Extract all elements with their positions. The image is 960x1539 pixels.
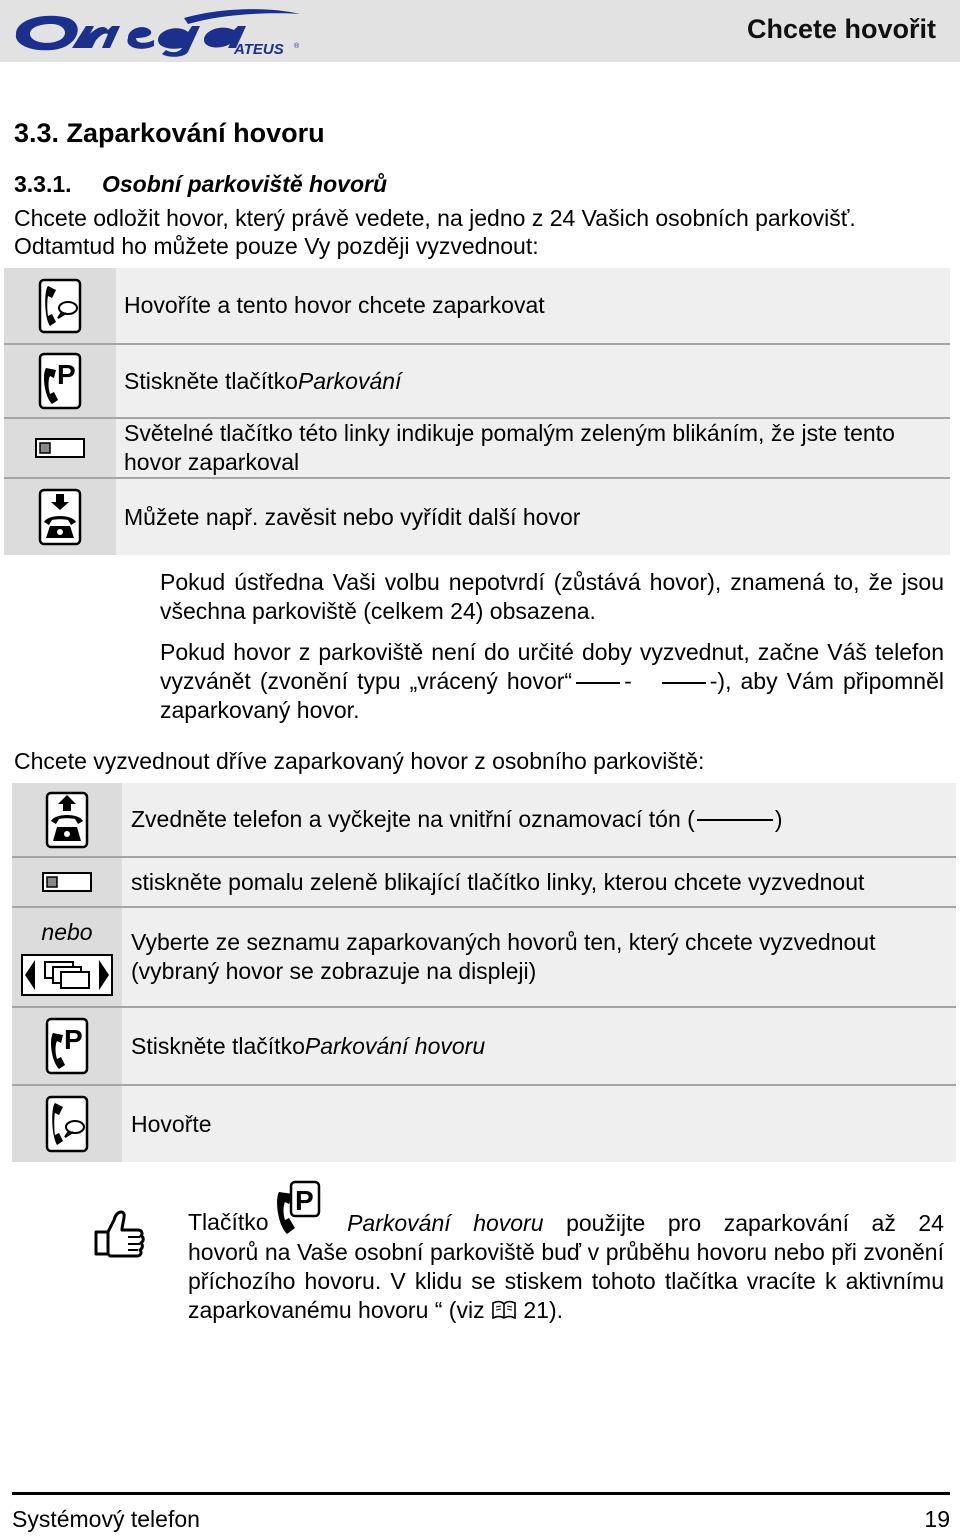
subsection-heading	[14, 171, 387, 198]
step-text-pre: Stiskněte tlačítko	[124, 367, 298, 394]
step-text: Hovořte	[122, 1086, 956, 1162]
svg-text:P: P	[57, 359, 76, 390]
tip-word-1: Tlačítko	[188, 1209, 269, 1235]
svg-text:ATEUS: ATEUS	[234, 41, 284, 58]
note-recall-a: Pokud hovor z parkoviště není do určité doby vyzvednut, začne Váš telefon vyzvánět (zvonění typu „vrácený hovor“	[160, 639, 944, 694]
step-row	[12, 1086, 956, 1162]
step-text-post: )	[774, 806, 783, 832]
step-icon-cell	[12, 1086, 122, 1162]
step-row	[4, 268, 950, 345]
step-text: Můžete např. zavěsit nebo vyřídit další hovor	[116, 479, 950, 555]
handset-talk-icon	[45, 1095, 89, 1153]
svg-text:®: ®	[294, 43, 300, 50]
park-key-name: Parkování	[297, 367, 402, 394]
tip-first-line	[188, 1180, 944, 1238]
intro-paragraph: Chcete odložit hovor, který právě vedete, na jedno z 24 Vašich osobních parkovišť. Odtamtud ho můžete pouze Vy později vyzvednout:	[14, 205, 856, 259]
park-key-icon	[38, 352, 82, 410]
step-row	[12, 1008, 956, 1086]
note-recall-c: -), aby Vám připomněl zaparkovaný hovor.	[160, 668, 945, 723]
svg-text:P: P	[64, 1024, 83, 1055]
tip-w5: zaparkování	[723, 1210, 849, 1236]
step-text	[116, 345, 950, 417]
footer-doc-title: Systémový telefon	[12, 1506, 200, 1532]
off-hook-icon	[45, 791, 89, 849]
step-icon-cell	[4, 479, 116, 555]
handset-talk-icon	[38, 278, 82, 334]
park-steps-table	[4, 268, 950, 555]
step-row	[4, 345, 950, 419]
step-text-pre: Stiskněte tlačítko	[131, 1032, 305, 1059]
park-call-key-name: Parkování hovoru	[304, 1032, 486, 1059]
step-text: Hovoříte a tento hovor chcete zaparkovat	[116, 268, 950, 343]
tip-w6: až	[871, 1210, 896, 1236]
svg-text:P: P	[294, 1185, 314, 1216]
step-text	[122, 1008, 956, 1084]
or-label: nebo	[41, 918, 93, 945]
step-icon-cell	[4, 419, 116, 477]
book-reference-icon	[491, 1300, 517, 1320]
tip-em: Parkování	[347, 1210, 451, 1236]
step-row	[4, 419, 950, 479]
footer-divider	[12, 1492, 950, 1495]
step-text: stiskněte pomalu zeleně blikající tlačítko linky, kterou chcete vyzvednout	[122, 858, 956, 906]
thumbs-up-hand-icon	[92, 1206, 146, 1264]
tip-rest-text: hovorů na Vaše osobní parkoviště buď v průběhu hovoru nebo při zvonění příchozího hovoru. V klidu se stiskem tohoto tlačítka vracíte k aktivnímu zaparkovanému hovoru “ (viz	[188, 1239, 944, 1323]
step-icon-cell	[4, 345, 116, 417]
step-row	[12, 908, 956, 1008]
header-title: Chcete hovořit	[746, 14, 936, 44]
line-key-led-icon	[42, 872, 92, 892]
step-icon-cell	[12, 783, 122, 856]
step-text: Vyberte ze seznamu zaparkovaných hovorů ten, který chcete vyzvednout (vybraný hovor se zobrazuje na displeji)	[122, 908, 956, 1006]
step-row	[4, 479, 950, 555]
retrieve-intro: Chcete vyzvednout dříve zaparkovaný hovor z osobního parkoviště:	[14, 748, 705, 774]
tip-w7: 24	[918, 1210, 944, 1236]
park-key-icon	[273, 1180, 321, 1238]
step-row	[12, 783, 956, 858]
tip-w3: použijte	[566, 1210, 646, 1236]
step-text	[122, 783, 956, 856]
note-recall-b: -	[624, 668, 632, 694]
section-heading: 3.3. Zaparkování hovoru	[14, 118, 325, 148]
page-header	[0, 0, 960, 62]
tip-word	[188, 1180, 325, 1238]
tip-rest	[188, 1238, 944, 1325]
subsection-title: Osobní parkoviště hovorů	[102, 171, 387, 197]
retrieve-steps-table	[12, 783, 956, 1162]
park-key-icon	[45, 1017, 89, 1075]
step-icon-cell	[12, 1008, 122, 1084]
subsection-number: 3.3.1.	[14, 171, 72, 197]
dial-tone-dash-icon	[697, 819, 773, 821]
tip-em2: hovoru	[473, 1210, 544, 1236]
ring-dash-icon	[662, 682, 706, 684]
step-icon-cell	[12, 858, 122, 906]
scroll-list-icon	[21, 954, 113, 996]
omega-ateus-logo	[8, 4, 308, 58]
page-number: 19	[924, 1506, 950, 1532]
hang-up-icon	[38, 488, 82, 546]
step-icon-cell	[4, 268, 116, 343]
step-icon-cell	[12, 908, 122, 1006]
tip-paragraph	[188, 1180, 944, 1325]
step-text: Světelné tlačítko této linky indikuje pomalým zeleným blikáním, že jste tento hovor zaparkoval	[116, 419, 950, 477]
ring-dash-icon	[576, 682, 620, 684]
line-key-led-icon	[35, 438, 85, 458]
step-row	[12, 858, 956, 908]
note-all-occupied: Pokud ústředna Vaši volbu nepotvrdí (zůstává hovor), znamená to, že jsou všechna parkoviště (celkem 24) obsazena.	[160, 569, 944, 624]
step-text-pre: Zvedněte telefon a vyčkejte na vnitřní oznamovací tón (	[131, 806, 695, 832]
tip-w4: pro	[667, 1210, 702, 1236]
note-recall	[160, 638, 944, 725]
tip-page-ref: 21).	[523, 1297, 563, 1323]
